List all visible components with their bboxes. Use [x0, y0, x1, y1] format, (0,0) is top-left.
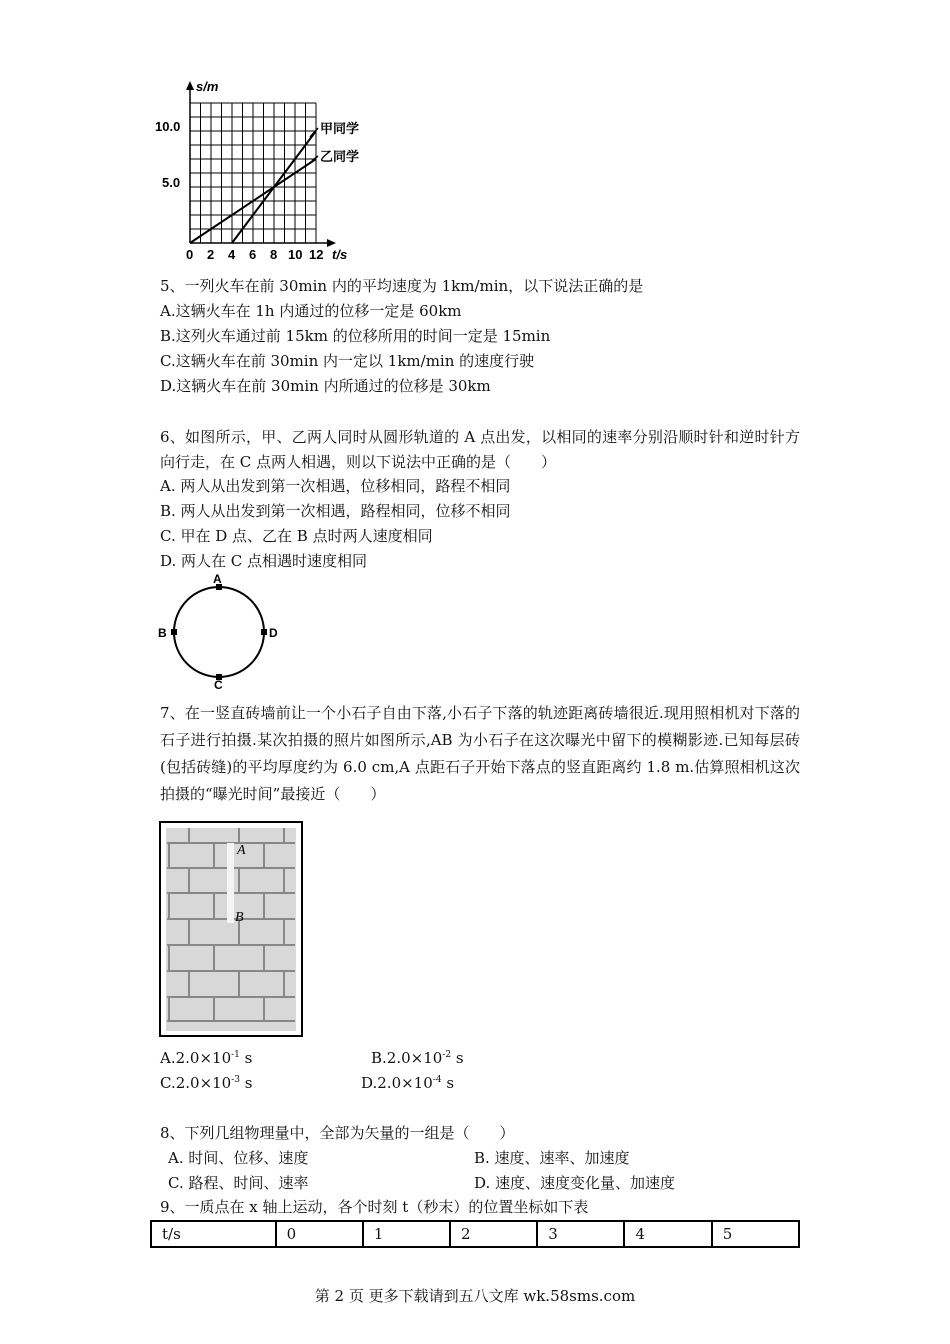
table-cell: 2 — [450, 1221, 537, 1247]
q8-stem: 8、下列几组物理量中，全部为矢量的一组是（ ） — [160, 1124, 515, 1142]
table-row — [151, 1221, 799, 1247]
q6-stem: 6、如图所示，甲、乙两人同时从圆形轨道的 A 点出发，以相同的速率分别沿顺时针和逆时针方向行走，在 C 点两人相遇，则以下说法中正确的是（ ） — [160, 428, 800, 471]
displacement-time-graph — [150, 75, 370, 265]
brick-wall-photo — [159, 821, 304, 1038]
q8-option-b: B. 速度、速率、加速度 — [474, 1149, 630, 1167]
q5-option-b: B.这列火车通过前 15km 的位移所用的时间一定是 15min — [160, 327, 551, 345]
q6-option-d: D. 两人在 C 点相遇时速度相同 — [160, 552, 368, 570]
q5-option-d: D.这辆火车在前 30min 内所通过的位移是 30km — [160, 377, 491, 395]
x-tick: 12 — [309, 247, 324, 262]
table-cell: 3 — [537, 1221, 624, 1247]
q8-option-c: C. 路程、时间、速率 — [168, 1174, 309, 1192]
label-leader-line — [310, 128, 318, 137]
y-tick: 5.0 — [162, 175, 181, 190]
q5-stem: 5、一列火车在前 30min 内的平均速度为 1km/min，以下说法正确的是 — [160, 277, 644, 295]
circular-track-diagram — [155, 572, 285, 690]
q8-option-d: D. 速度、速度变化量、加速度 — [474, 1174, 676, 1192]
page-footer: 第 2 页 更多下载请到五八文库 wk.58sms.com — [314, 1287, 636, 1305]
position-table — [150, 1220, 800, 1248]
q7-option-a: $A.2.0\times 10^{-1}$ s — [160, 1049, 253, 1067]
q7-option-b: $B.2.0\times 10^{-2}$ s — [371, 1049, 464, 1067]
table-cell: 0 — [276, 1221, 363, 1247]
q6-option-c: C. 甲在 D 点、乙在 B 点时两人速度相同 — [160, 527, 433, 545]
series-label-jia: 甲同学 — [320, 122, 360, 137]
q5-option-c: C.这辆火车在前 30min 内一定以 1km/min 的速度行驶 — [160, 352, 535, 370]
q8-option-a: A. 时间、位移、速度 — [168, 1149, 309, 1167]
x-tick: 8 — [270, 247, 278, 262]
q7-stem: 7、在一竖直砖墙前让一个小石子自由下落,小石子下落的轨迹距离砖墙很近.现用照相机对下落的石子进行拍摄.某次拍摄的照片如图所示,AB 为小石子在这次曝光中留下的模糊影迹.已知每层砖(包括砖缝)的平均厚度约为 6.0 cm,A 点距石子开始下落点的竖直距离约 1.8 m.估算照相机这次拍摄的“曝光时间”最接近（ ） — [160, 704, 800, 803]
point-a-label: A — [213, 572, 222, 586]
table-cell: t/s — [151, 1221, 276, 1247]
table-cell: 1 — [363, 1221, 450, 1247]
y-axis-label: s/m — [196, 79, 219, 94]
q6-option-a: A. 两人从出发到第一次相遇，位移相同，路程不相同 — [160, 477, 511, 495]
x-tick: 2 — [207, 247, 215, 262]
q9-stem: 9、一质点在 x 轴上运动，各个时刻 t（秒末）的位置坐标如下表 — [160, 1198, 589, 1216]
q6-option-b: B. 两人从出发到第一次相遇，路程相同，位移不相同 — [160, 502, 511, 520]
q5-option-a: A.这辆火车在 1h 内通过的位移一定是 60km — [160, 302, 462, 320]
x-tick: 0 — [186, 247, 194, 262]
x-tick: 6 — [249, 247, 257, 262]
x-tick: 4 — [228, 247, 236, 262]
x-tick: 10 — [288, 247, 303, 262]
table-cell: 4 — [624, 1221, 711, 1247]
point-d-label: D — [269, 626, 278, 640]
point-b-label: B — [158, 626, 167, 640]
q7-option-c: $C.2.0\times 10^{-3}$ s — [160, 1074, 253, 1092]
series-label-yi: 乙同学 — [320, 150, 360, 165]
y-tick: 10.0 — [155, 119, 181, 134]
x-axis-label: t/s — [332, 247, 348, 262]
point-c-label: C — [214, 678, 223, 690]
photo-label-a: A — [237, 843, 246, 858]
q7-option-d: $D.2.0\times 10^{-4}$ s — [361, 1074, 455, 1092]
table-cell: 5 — [712, 1221, 799, 1247]
photo-label-b: B — [235, 910, 244, 925]
